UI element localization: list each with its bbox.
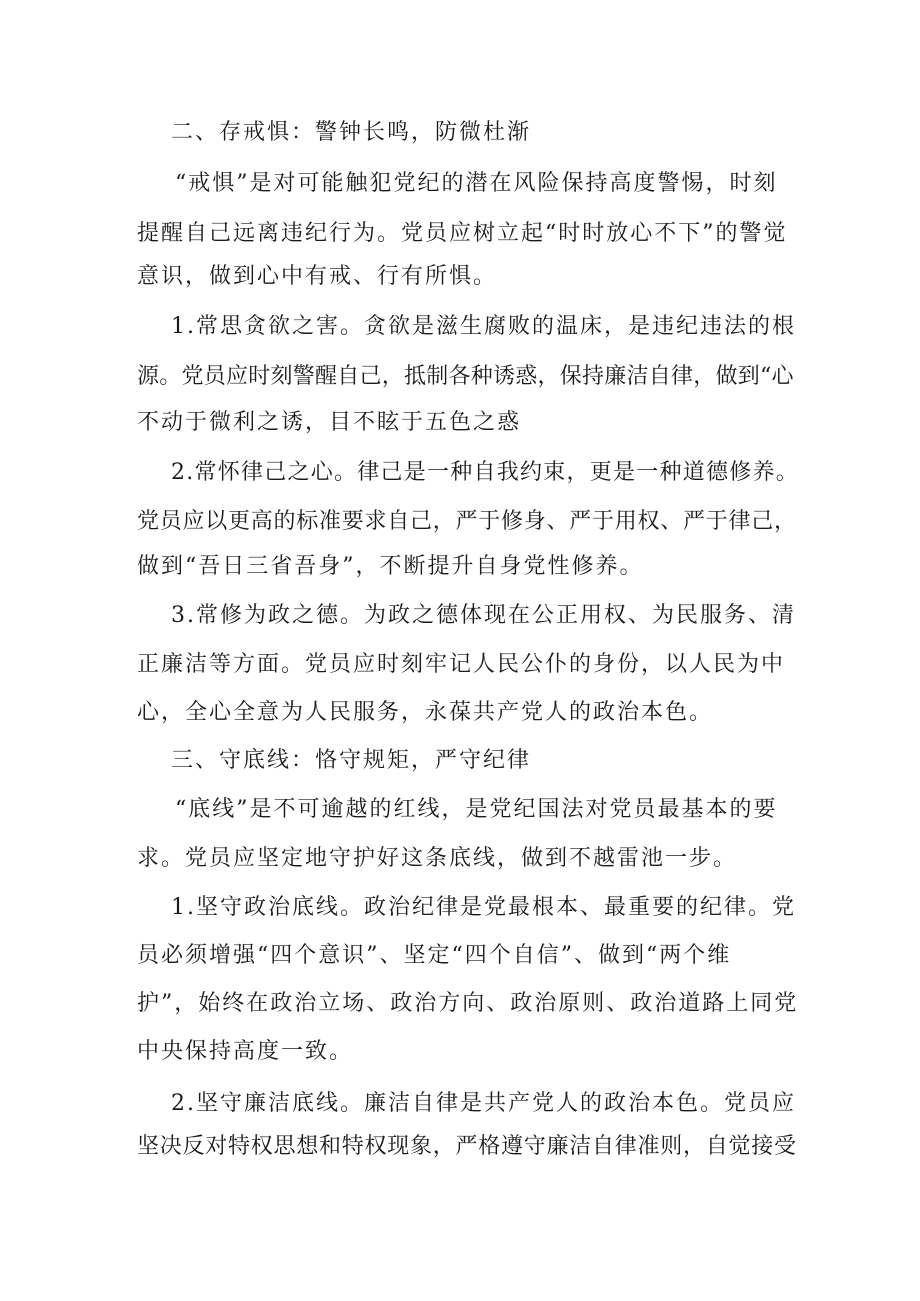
list-item-line: 2.坚守廉洁底线。廉洁自律是共产党人的政治本色。党员应 — [171, 1091, 796, 1116]
list-item-line: 1.坚守政治底线。政治纪律是党最根本、最重要的纪律。党 — [171, 895, 796, 920]
paragraph-line: 求。党员应坚定地守护好这条底线，做到不越雷池一步。 — [137, 846, 738, 871]
paragraph-line: 源。党员应时刻警醒自己，抵制各种诱惑，保持廉洁自律，做到“心 — [137, 364, 794, 389]
paragraph-line: 员必须增强“四个意识”、坚定“四个自信”、做到“两个维 — [137, 943, 732, 968]
paragraph-line: 中央保持高度一致。 — [137, 1039, 354, 1064]
list-item-line: 2.常怀律己之心。律己是一种自我约束，更是一种道德修养。 — [171, 460, 799, 485]
paragraph-line: 不动于微利之诱，目不眩于五色之惑 — [137, 410, 522, 435]
paragraph-line: 护”，始终在政治立场、政治方向、政治原则、政治道路上同党 — [137, 991, 799, 1016]
paragraph-line: “底线”是不可逾越的红线，是党纪国法对党员最基本的要 — [175, 797, 778, 822]
section-heading-2: 二、存戒惧：警钟长鸣，防微杜渐 — [171, 120, 532, 145]
list-item-line: 1.常思贪欲之害。贪欲是滋生腐败的温床，是违纪违法的根 — [171, 314, 796, 339]
paragraph-line: 党员应以更高的标准要求自己，严于修身、严于用权、严于律己， — [137, 509, 797, 534]
paragraph-line: 提醒自己远离违纪行为。党员应树立起“时时放心不下”的警觉 — [137, 221, 788, 246]
paragraph-line: 心，全心全意为人民服务，永葆共产党人的政治本色。 — [137, 700, 714, 725]
paragraph-line: 正廉洁等方面。党员应时刻牢记人民公仆的身份，以人民为中 — [137, 652, 786, 677]
section-heading-3: 三、守底线：恪守规矩，严守纪律 — [171, 748, 532, 773]
list-item-line: 3.常修为政之德。为政之德体现在公正用权、为民服务、清 — [171, 603, 796, 628]
paragraph-line: 坚决反对特权思想和特权现象，严格遵守廉洁自律准则，自觉接受 — [137, 1134, 797, 1159]
paragraph-line: 意识，做到心中有戒、行有所惧。 — [137, 264, 498, 289]
paragraph-line: “戒惧”是对可能触犯党纪的潜在风险保持高度警惕，时刻 — [175, 171, 778, 196]
paragraph-line: 做到“吾日三省吾身”，不断提升自身党性修养。 — [137, 554, 644, 579]
